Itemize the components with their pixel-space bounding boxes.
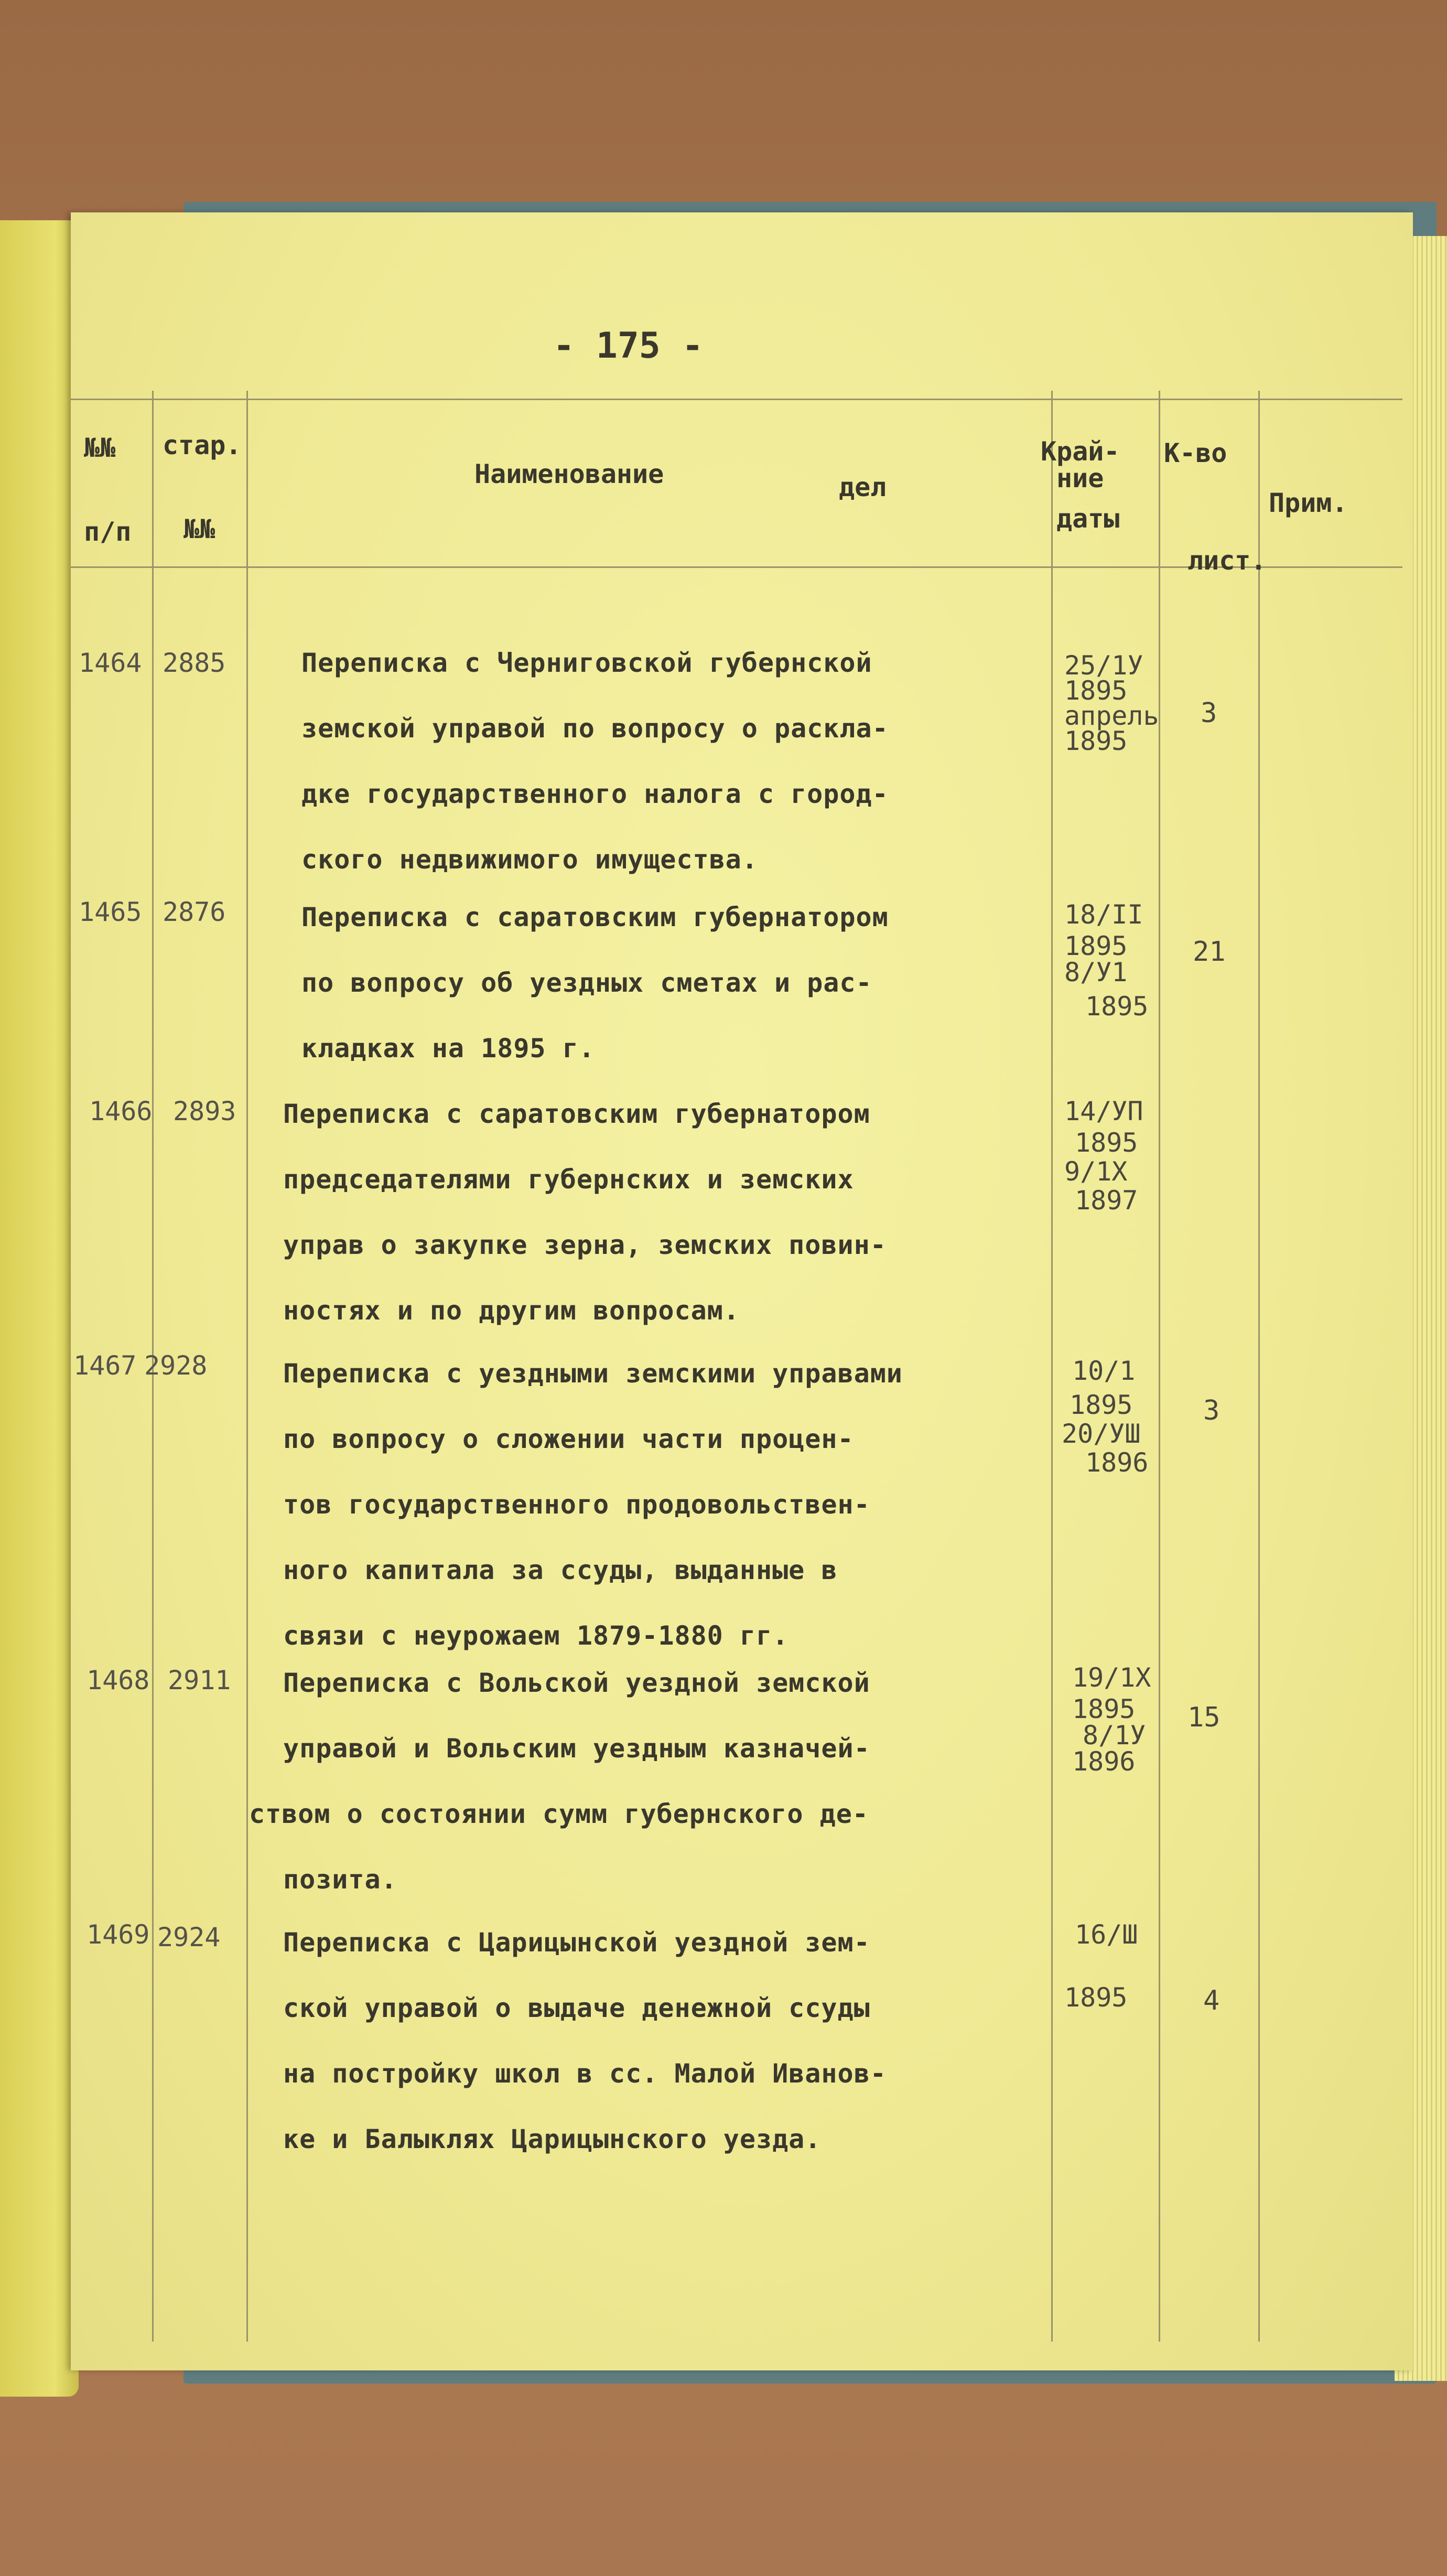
row-text-line: Переписка с Вольской уездной земской (283, 1668, 870, 1698)
row-date: 19/1Х (1072, 1662, 1151, 1693)
row-text-line: управой и Вольским уездным казначей- (283, 1733, 870, 1764)
page-number: - 175 - (553, 325, 704, 367)
document-page (71, 212, 1413, 2370)
row-date: 8/1У (1083, 1720, 1146, 1751)
row-date: 1895 (1075, 1128, 1138, 1158)
header-sheets-top: К-во (1164, 438, 1227, 468)
row-text-line: дке государственного налога с город- (301, 779, 889, 809)
row-old-number: 2885 (163, 648, 226, 678)
column-divider-5 (1258, 391, 1260, 2342)
row-date: 16/Ш (1075, 1919, 1138, 1950)
row-number: 1469 (87, 1919, 150, 1950)
row-text-line: Переписка с саратовским губернатором (301, 902, 889, 932)
header-old-top: стар. (163, 430, 242, 460)
row-text-line: Переписка с уездными земскими управами (283, 1358, 903, 1389)
row-old-number: 2876 (163, 897, 226, 927)
row-number: 1467 (73, 1350, 137, 1381)
row-number: 1466 (89, 1096, 153, 1126)
table-top-rule (71, 399, 1402, 400)
header-title-a: Наименование (474, 459, 664, 489)
row-sheet-count: 3 (1201, 697, 1217, 729)
row-old-number: 2928 (144, 1350, 208, 1381)
row-date: 9/1Х (1064, 1156, 1128, 1187)
row-text-line: председателями губернских и земских (283, 1164, 854, 1195)
row-date: 1895 (1072, 1694, 1136, 1724)
row-text-line: по вопросу о сложении части процен- (283, 1424, 854, 1454)
row-text-line: позита. (283, 1864, 397, 1895)
header-dates-3: даты (1056, 503, 1120, 534)
row-date: 8/У1 (1064, 957, 1128, 988)
row-text-line: ством о состоянии сумм губернского де- (249, 1799, 869, 1829)
row-text-line: на постройку школ в сс. Малой Иванов- (283, 2058, 887, 2089)
header-old-bottom: №№ (183, 514, 215, 544)
row-text-line: Переписка с Царицынской уездной зем- (283, 1927, 870, 1958)
header-notes: Прим. (1269, 488, 1348, 518)
row-date: 14/УП (1064, 1096, 1143, 1126)
row-text-line: по вопросу об уездных сметах и рас- (301, 968, 872, 998)
row-text-line: ке и Балыклях Царицынского уезда. (283, 2124, 822, 2154)
row-sheet-count: 15 (1187, 1702, 1221, 1733)
row-number: 1465 (79, 897, 142, 927)
row-text-line: ного капитала за ссуды, выданные в (283, 1555, 838, 1585)
row-date: 25/1У (1064, 650, 1143, 681)
previous-page-edge (0, 220, 79, 2397)
header-num-bottom: п/п (84, 517, 132, 547)
row-date: 18/II (1064, 899, 1143, 930)
row-date: апрель (1064, 701, 1159, 731)
header-dates-1: Край- (1041, 436, 1120, 467)
row-text-line: ностях и по другим вопросам. (283, 1295, 740, 1326)
row-text-line: кладках на 1895 г. (301, 1033, 595, 1064)
header-title-b: дел (839, 472, 887, 502)
column-divider-4 (1159, 391, 1160, 2342)
row-date: 1895 (1070, 1390, 1133, 1420)
row-text-line: Переписка с саратовским губернатором (283, 1099, 870, 1129)
row-sheet-count: 4 (1203, 1985, 1220, 2016)
header-dates-2: ние (1056, 463, 1104, 493)
row-old-number: 2893 (173, 1096, 236, 1126)
header-num-top: №№ (84, 433, 116, 463)
row-text-line: Переписка с Черниговской губернской (301, 648, 872, 678)
row-date: 1895 (1064, 675, 1128, 706)
column-divider-3 (1051, 391, 1053, 2342)
row-date: 1895 (1085, 991, 1149, 1022)
row-text-line: управ о закупке зерна, земских повин- (283, 1230, 887, 1260)
row-sheet-count: 21 (1193, 936, 1226, 968)
row-number: 1468 (87, 1665, 150, 1695)
row-date: 10/1 (1072, 1356, 1136, 1386)
row-old-number: 2924 (157, 1922, 221, 1952)
row-date: 20/УШ (1062, 1419, 1141, 1449)
row-date: 1895 (1064, 931, 1128, 961)
row-text-line: земской управой по вопросу о раскла- (301, 713, 889, 744)
row-date: 1896 (1072, 1746, 1136, 1777)
row-text-line: тов государственного продовольствен- (283, 1489, 870, 1520)
row-number: 1464 (79, 648, 142, 678)
row-date: 1895 (1064, 726, 1128, 756)
row-text-line: связи с неурожаем 1879-1880 гг. (283, 1620, 789, 1651)
row-text-line: ской управой о выдаче денежной ссуды (283, 1993, 870, 2023)
row-date: 1895 (1064, 1982, 1128, 2013)
column-divider-2 (246, 391, 248, 2342)
row-date: 1897 (1075, 1185, 1138, 1216)
row-date: 1896 (1085, 1447, 1149, 1478)
row-old-number: 2911 (168, 1665, 231, 1695)
row-sheet-count: 3 (1203, 1395, 1220, 1426)
row-text-line: ского недвижимого имущества. (301, 844, 758, 875)
header-sheets-bottom: лист. (1187, 545, 1267, 576)
